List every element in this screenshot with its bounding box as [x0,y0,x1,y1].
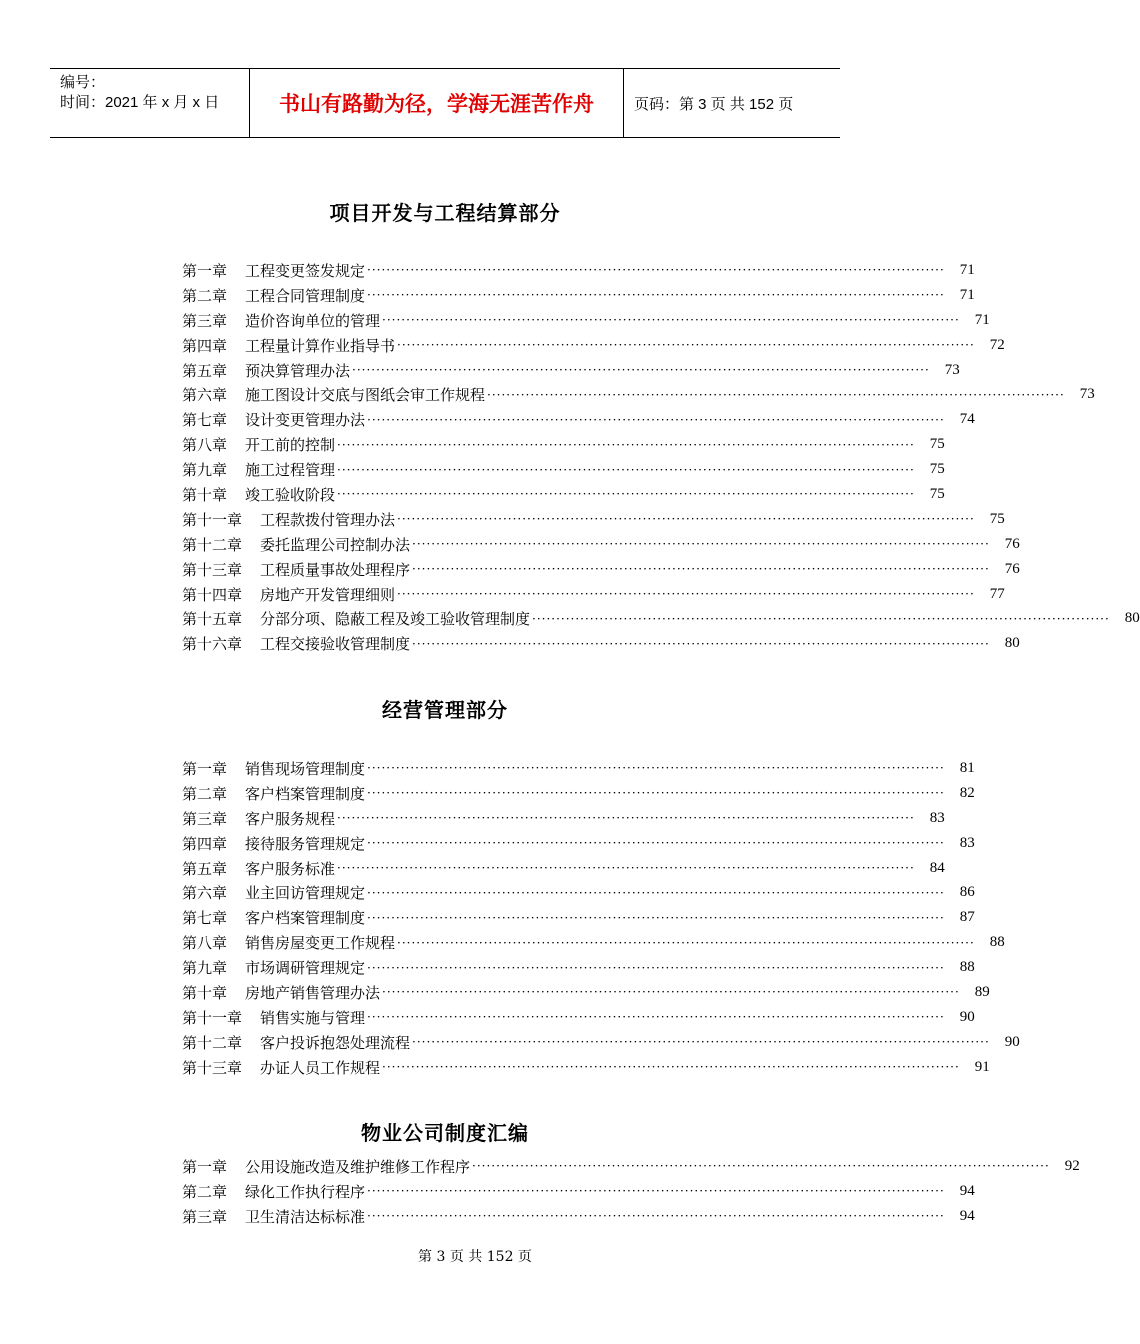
toc-dot-leader: ························································································································ [382,1060,960,1075]
toc-chapter-title: 工程款拨付管理办法 [260,510,396,529]
toc-chapter-title: 工程质量事故处理程序 [260,560,411,579]
toc-entry[interactable] [182,507,1005,532]
toc-chapter-number: 第九章 [182,959,228,978]
toc-chapter-number: 第六章 [182,386,228,405]
toc-entry[interactable] [182,831,975,856]
toc-dot-leader: ························································································································ [397,935,975,950]
toc-chapter-number: 第十三章 [182,1058,243,1077]
header-meta [50,69,250,137]
toc-chapter-title: 委托监理公司控制办法 [260,535,411,554]
toc-entry[interactable] [182,1005,975,1030]
toc-chapter-title: 工程交接验收管理制度 [260,635,411,654]
toc-dot-leader: ························································································································ [337,437,915,452]
toc-dot-leader: ························································································································ [532,611,1110,626]
toc-chapter-number: 第十三章 [182,560,243,579]
toc-entry[interactable] [182,1030,1020,1055]
toc-chapter-title: 房地产开发管理细则 [260,585,396,604]
toc-dot-leader: ························································································································ [382,985,960,1000]
toc-chapter-number: 第九章 [182,461,228,480]
toc-dot-leader: ························································································································ [367,885,945,900]
toc-dot-leader: ························································································································ [337,487,915,502]
toc-page-number: 75 [989,510,1005,527]
toc-page-number: 75 [929,436,945,453]
toc-entry[interactable] [182,856,945,881]
toc-page-number: 90 [1004,1033,1020,1050]
toc-page-number: 82 [959,784,975,801]
toc-dot-leader: ························································································································ [337,861,915,875]
toc-entry[interactable] [182,407,975,432]
toc-entry[interactable] [182,382,1095,407]
page-footer: 第 3 页 共 152 页 [418,1249,532,1265]
toc-chapter-title: 绿化工作执行程序 [245,1182,366,1201]
toc-chapter-title: 工程变更签发规定 [245,261,366,280]
toc-page-number: 90 [959,1008,975,1025]
toc-entry[interactable] [182,1179,975,1204]
toc-entry[interactable] [182,955,975,980]
section-title-project: 项目开发与工程结算部分 [329,201,561,225]
toc-chapter-number: 第十一章 [182,1008,243,1027]
toc-dot-leader: ························································································································ [397,338,975,353]
toc-entry[interactable] [182,333,1005,358]
toc-chapter-number: 第四章 [182,336,228,355]
toc-dot-leader: ························································································································ [367,288,945,303]
toc-page-number: 80 [1124,610,1140,627]
toc-chapter-number: 第六章 [182,884,228,903]
toc-dot-leader: ························································································································ [367,1209,945,1224]
toc-chapter-number: 第五章 [182,859,228,878]
toc-chapter-title: 接待服务管理规定 [245,834,366,853]
toc-page-number: 88 [959,959,975,976]
toc-chapter-title: 工程量计算作业指导书 [245,336,396,355]
toc-entry[interactable] [182,631,1020,656]
toc-chapter-title: 客户档案管理制度 [245,909,366,928]
toc-page-number: 71 [959,261,975,278]
toc-chapter-number: 第二章 [182,784,228,803]
toc-chapter-title: 办证人员工作规程 [260,1058,381,1077]
toc-entry[interactable] [182,880,975,905]
toc-page-number: 91 [974,1058,990,1075]
toc-entry[interactable] [182,532,1020,557]
toc-chapter-title: 客户服务标准 [245,859,336,878]
time-text: 时间：2021 年 x 月 x 日 [60,94,220,111]
toc-chapter-number: 第二章 [182,286,228,305]
toc-chapter-number: 第三章 [182,809,228,828]
toc-page-number: 75 [929,485,945,502]
toc-entry[interactable] [182,806,945,831]
toc-page-number: 72 [989,336,1005,353]
toc-chapter-title: 竣工验收阶段 [245,485,336,504]
toc-chapter-title: 施工图设计交底与图纸会审工作规程 [245,386,486,405]
toc-chapter-title: 工程合同管理制度 [245,286,366,305]
toc-entry[interactable] [182,557,1020,582]
toc-chapter-number: 第十五章 [182,610,243,629]
toc-chapter-title: 客户服务规程 [245,809,336,828]
toc-chapter-number: 第十二章 [182,1033,243,1052]
toc-chapter-number: 第十四章 [182,585,243,604]
toc-page-number: 84 [929,859,945,876]
toc-dot-leader: ························································································································ [412,537,990,552]
toc-dot-leader: ························································································································ [367,910,945,925]
toc-chapter-title: 销售房屋变更工作规程 [245,934,396,953]
toc-dot-leader: ························································································································ [382,313,960,328]
toc-entry[interactable] [182,930,1005,955]
toc-page-number: 71 [974,311,990,328]
toc-entry[interactable] [182,258,975,283]
toc-page-number: 83 [929,809,945,826]
toc-page-number: 76 [1004,560,1020,577]
toc-dot-leader: ························································································································ [367,836,945,851]
toc-list-property [182,1154,1080,1229]
toc-entry[interactable] [182,781,975,806]
toc-chapter-title: 客户投诉抱怨处理流程 [260,1033,411,1052]
toc-entry[interactable] [182,283,975,308]
toc-page-number: 89 [974,983,990,1000]
toc-chapter-number: 第一章 [182,759,228,778]
toc-chapter-number: 第七章 [182,909,228,928]
header-motto: 书山有路勤为径，学海无涯苦作舟 [250,69,624,137]
toc-page-number: 75 [929,461,945,478]
toc-chapter-number: 第十章 [182,983,228,1002]
toc-dot-leader: ························································································································ [487,387,1065,402]
toc-chapter-number: 第八章 [182,436,228,455]
toc-chapter-title: 公用设施改造及维护维修工作程序 [245,1157,471,1176]
toc-dot-leader: ························································································································ [367,960,945,975]
toc-page-number: 73 [944,361,960,378]
toc-page-number: 86 [959,884,975,901]
toc-chapter-number: 第五章 [182,361,228,380]
section-title-business: 经营管理部分 [382,698,508,722]
toc-page-number: 94 [959,1182,975,1199]
toc-entry[interactable] [182,582,1005,607]
toc-chapter-title: 卫生清洁达标标准 [245,1207,366,1226]
header-page-number: 页码：第 3 页 共 152 页 [634,95,794,113]
page-header [50,68,840,138]
toc-chapter-number: 第十二章 [182,535,243,554]
toc-page-number: 94 [959,1207,975,1224]
toc-dot-leader: ························································································································ [412,636,990,651]
toc-entry[interactable] [182,308,990,333]
toc-page-number: 80 [1004,635,1020,652]
toc-page-number: 83 [959,834,975,851]
toc-chapter-number: 第二章 [182,1182,228,1201]
toc-chapter-number: 第一章 [182,1157,228,1176]
toc-chapter-number: 第四章 [182,834,228,853]
toc-page-number: 71 [959,286,975,303]
toc-dot-leader: ························································································································ [352,363,930,377]
toc-dot-leader: ························································································································ [367,1010,945,1025]
toc-chapter-number: 第三章 [182,1207,228,1226]
toc-chapter-title: 销售现场管理制度 [245,759,366,778]
code-label: 编号： [60,74,106,91]
toc-entry[interactable] [182,1055,990,1080]
toc-dot-leader: ························································································································ [397,587,975,602]
toc-chapter-number: 第八章 [182,934,228,953]
toc-chapter-number: 第七章 [182,411,228,430]
toc-page-number: 92 [1064,1157,1080,1174]
toc-entry[interactable] [182,606,1140,631]
section-title-property: 物业公司制度汇编 [361,1121,529,1145]
toc-chapter-title: 分部分项、隐蔽工程及竣工验收管理制度 [260,610,531,629]
toc-dot-leader: ························································································································ [367,412,945,427]
toc-chapter-number: 第三章 [182,311,228,330]
toc-entry[interactable] [182,1204,975,1229]
toc-dot-leader: ························································································································ [367,1184,945,1199]
toc-page-number: 88 [989,934,1005,951]
toc-chapter-number: 第十六章 [182,635,243,654]
toc-entry[interactable] [182,756,975,781]
toc-entry[interactable] [182,1154,1080,1179]
toc-chapter-title: 开工前的控制 [245,436,336,455]
toc-chapter-title: 业主回访管理规定 [245,884,366,903]
toc-dot-leader: ························································································································ [412,562,990,577]
toc-page-number: 77 [989,585,1005,602]
toc-chapter-title: 房地产销售管理办法 [245,983,381,1002]
toc-chapter-title: 施工过程管理 [245,461,336,480]
toc-chapter-title: 市场调研管理规定 [245,959,366,978]
toc-entry[interactable] [182,457,945,482]
toc-page-number: 73 [1079,386,1095,403]
toc-entry[interactable] [182,980,990,1005]
toc-dot-leader: ························································································································ [397,512,975,527]
toc-dot-leader: ························································································································ [412,1035,990,1050]
toc-chapter-title: 客户档案管理制度 [245,784,366,803]
toc-chapter-number: 第十章 [182,485,228,504]
toc-chapter-title: 预决算管理办法 [245,361,351,380]
toc-chapter-title: 造价咨询单位的管理 [245,311,381,330]
toc-dot-leader: ························································································································ [337,811,915,826]
toc-entry[interactable] [182,432,945,457]
toc-dot-leader: ························································································································ [367,263,945,278]
toc-list-project [182,258,1140,656]
toc-page-number: 76 [1004,535,1020,552]
toc-chapter-number: 第一章 [182,261,228,280]
toc-chapter-number: 第十一章 [182,510,243,529]
toc-chapter-title: 销售实施与管理 [260,1008,366,1027]
toc-page-number: 74 [959,411,975,428]
toc-dot-leader: ························································································································ [472,1159,1050,1174]
toc-entry[interactable] [182,482,945,507]
toc-entry[interactable] [182,905,975,930]
toc-dot-leader: ························································································································ [367,761,945,776]
toc-chapter-title: 设计变更管理办法 [245,411,366,430]
toc-page-number: 87 [959,909,975,926]
toc-page-number: 81 [959,759,975,776]
toc-list-business [182,756,1020,1080]
toc-dot-leader: ························································································································ [337,462,915,477]
toc-dot-leader: ························································································································ [367,786,945,801]
toc-entry[interactable] [182,358,960,383]
